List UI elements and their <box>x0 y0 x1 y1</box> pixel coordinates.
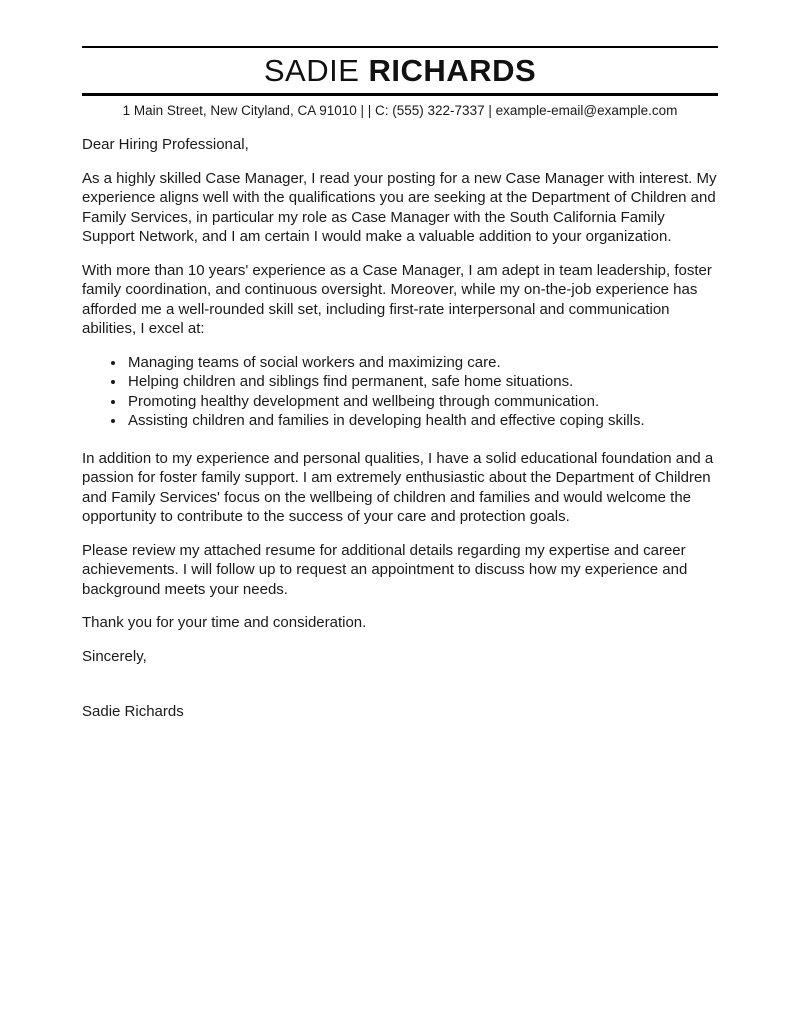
list-item: • Assisting children and families in developing health and effective coping skills. <box>126 411 718 431</box>
paragraph-experience: With more than 10 years' experience as a Case Manager, I am adept in team leadership, foster family coordination, and continuous oversight. Moreover, while my on-the-job experience has afforded me a well-rounded skill set, including first-rate interpersonal and communication abilities, I excel at: <box>82 261 712 337</box>
paragraph-education: In addition to my experience and personal qualities, I have a solid educational foundation and a passion for foster family support. I am extremely enthusiastic about the Department of Children and Family Services' focus on the wellbeing of children and families and would welcome the opportunity to contribute to the success of your care and protection goals. <box>82 449 714 525</box>
name-last: RICHARDS <box>368 53 537 88</box>
paragraph-intro: As a highly skilled Case Manager, I read your posting for a new Case Manager with interest. My experience aligns well with the qualifications you are seeking at the Department of Children and Family Services, in particular my role as Case Manager with the South California Family Support Network, and I am certain I would make a valuable addition to your organization. <box>82 169 717 245</box>
signature: Sadie Richards <box>82 703 184 720</box>
salutation: Dear Hiring Professional, <box>82 136 249 153</box>
header-bottom-rule <box>82 93 718 96</box>
signoff: Sincerely, <box>82 647 147 665</box>
contact-line: 1 Main Street, New Cityland, CA 91010 | | C: (555) 322-7337 | example-email@example.com <box>122 103 678 118</box>
thanks-line: Thank you for your time and consideration. <box>82 614 367 631</box>
list-item: • Helping children and siblings find permanent, safe home situations. <box>126 372 718 392</box>
letter-header <box>82 0 718 118</box>
letter-body <box>82 135 718 722</box>
page-title <box>82 48 718 93</box>
skills-bullet-list <box>82 353 718 431</box>
list-item: • Managing teams of social workers and maximizing care. <box>126 353 718 373</box>
list-item: • Promoting healthy development and wellbeing through communication. <box>126 392 718 412</box>
paragraph-resume: Please review my attached resume for additional details regarding my expertise and career achievements. I will follow up to request an appointment to discuss how my experience and background meets your needs. <box>82 541 688 598</box>
name-first: SADIE <box>263 53 360 88</box>
